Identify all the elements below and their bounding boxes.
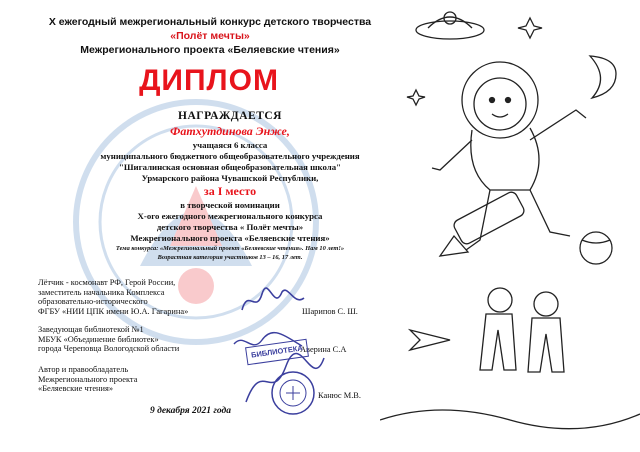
signatory-1-line-1: Лётчик - космонавт РФ, Герой России,	[38, 278, 176, 287]
nomination-line-1: в творческой номинации	[180, 200, 280, 210]
signatory-1	[38, 278, 188, 316]
issue-date: 9 декабря 2021 года	[150, 406, 231, 416]
award-label: НАГРАЖДАЕТСЯ	[178, 110, 282, 122]
nomination-line-2: X-ого ежегодного межрегионального конкурса	[137, 211, 323, 221]
signatory-1-line-2: заместитель начальника Комплекса	[38, 287, 165, 297]
signatory-3	[38, 365, 137, 394]
signatory-2	[38, 325, 179, 354]
project-title: Межрегионального проекта «Беляевские чтения»	[80, 44, 340, 56]
institution-line-1: муниципального бюджетного общеобразовательного учреждения	[100, 151, 360, 161]
library-stamp: БИБЛИОТЕКА	[245, 339, 309, 365]
signatory-3-line-3: «Беляевские чтения»	[38, 384, 114, 394]
signatory-2-line-2: МБУК «Объединение библиотек»	[38, 334, 159, 344]
signature-1	[238, 284, 308, 320]
signatory-3-line-2: Межрегионального проекта	[38, 374, 138, 384]
recipient-name: Фатхутдинова Энже,	[170, 124, 290, 138]
signatory-2-name: Аверина С.А	[300, 345, 347, 354]
contest-theme: Тема конкурса: «Межрегиональный проект «Беляевские чтения». Нам 10 лет!»	[115, 245, 345, 252]
signatory-2-line-1: Заведующая библиотекой №1	[38, 325, 144, 334]
nomination-line-4: Межрегионального проекта «Беляевские чтения»	[130, 233, 330, 243]
signatory-1-line-4: ФГБУ «НИИ ЦПК имени Ю.А. Гагарина»	[38, 306, 189, 316]
signatory-2-line-3: города Череповца Вологодской области	[38, 344, 180, 354]
signatory-3-line-1: Автор и правообладатель	[38, 365, 129, 374]
author-round-stamp	[270, 370, 316, 416]
institution-line-2: "Шигалинская основная общеобразовательная школа"	[119, 162, 341, 172]
signatory-3-name: Канюс М.В.	[318, 391, 361, 400]
astronaut-coloring-illustration	[380, 0, 640, 452]
signatory-1-name: Шарипов С. Ш.	[302, 307, 358, 316]
award-place: за I место	[203, 184, 257, 198]
nomination-line-3: детского творчества « Полёт мечты»	[156, 222, 304, 232]
diploma-title: ДИПЛОМ	[139, 64, 279, 97]
student-grade: учащаяся 6 класса	[192, 140, 268, 150]
contest-name: «Полёт мечты»	[170, 30, 250, 42]
signatory-1-line-3: образовательно-исторического	[38, 297, 148, 307]
institution-line-3: Урмарского района Чувашской Республики,	[141, 173, 319, 183]
age-category: Возрастная категория участников 13 – 16, 17 лет.	[157, 254, 303, 261]
contest-title: X ежегодный межрегиональный конкурс детского творчества	[48, 16, 372, 28]
